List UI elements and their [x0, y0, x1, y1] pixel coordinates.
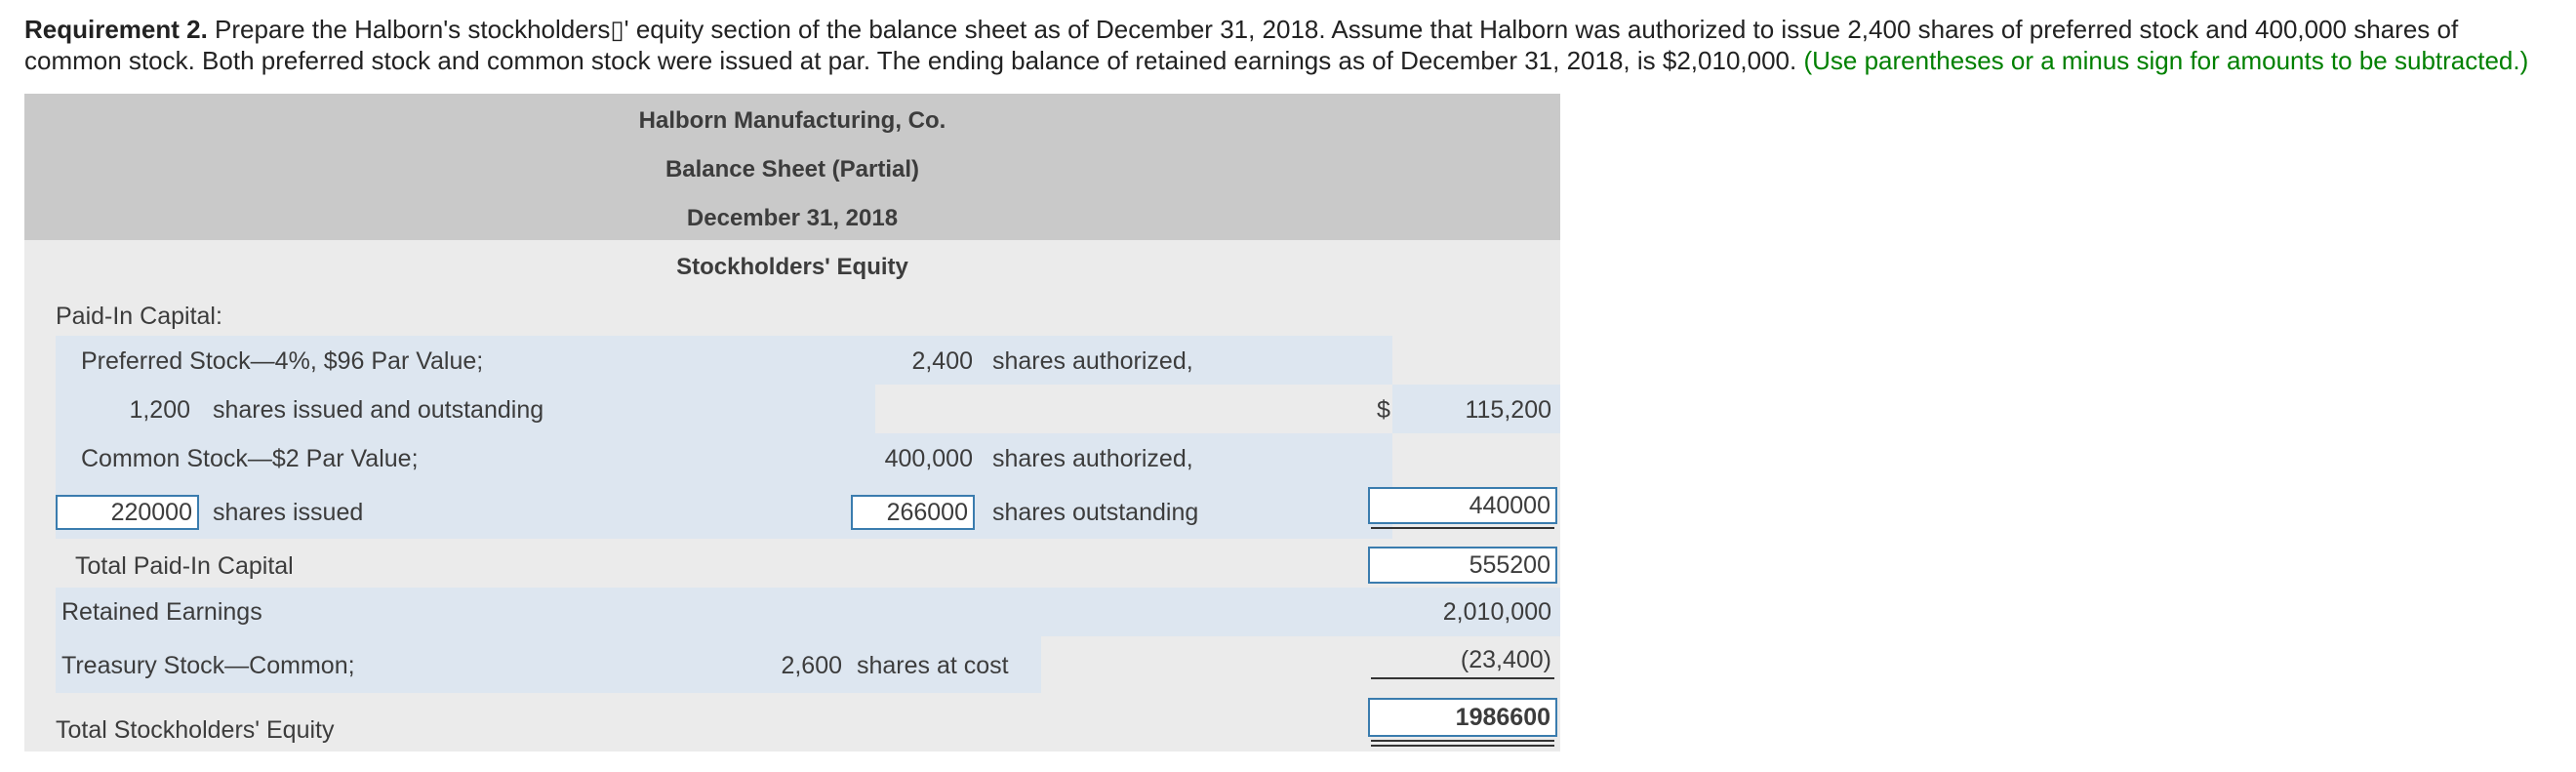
preferred-issued-value: 1,200	[129, 396, 190, 424]
common-amount-input[interactable]	[1368, 487, 1557, 524]
total-equity-input[interactable]	[1368, 698, 1557, 737]
retained-amount: 2,010,000	[1442, 598, 1551, 626]
retained-label: Retained Earnings	[61, 598, 262, 626]
preferred-label: Preferred Stock—4%, $96 Par Value;	[81, 347, 484, 375]
treasury-amount: (23,400)	[1460, 646, 1551, 673]
common-label: Common Stock—$2 Par Value;	[81, 445, 419, 472]
section-title: Stockholders' Equity	[676, 254, 908, 280]
report-title: Balance Sheet (Partial)	[664, 156, 920, 183]
common-issued-label: shares issued	[213, 499, 364, 526]
retained-row	[56, 588, 1560, 636]
statement-header	[24, 94, 1560, 240]
common-shares-issued-input[interactable]	[56, 495, 199, 530]
requirement-heading: Requirement 2.	[24, 15, 208, 44]
preferred-issued-label: shares issued and outstanding	[213, 396, 544, 424]
balance-sheet-table	[24, 94, 1560, 752]
total-equity-label: Total Stockholders' Equity	[56, 716, 335, 744]
paid-in-capital-label: Paid-In Capital:	[56, 303, 222, 330]
preferred-authorized-label: shares authorized,	[992, 347, 1193, 375]
subtotal-underline	[1371, 527, 1554, 529]
common-shares-outstanding-input[interactable]	[851, 495, 975, 530]
treasury-underline	[1371, 677, 1554, 679]
common-authorized-label: shares authorized,	[992, 445, 1193, 472]
requirement-text: Prepare the Halborn's stockholders▯' equity section of the balance sheet as of December 31, 2018. Assume that Halborn was authorized to issue 2,400 shares of preferred stock and 400,000 shares of common stock. Both preferred stock and common stock were issued at par. The ending balance of retained earnings as of December 31, 2018, is $2,010,000.	[24, 15, 2459, 75]
treasury-shares-label: shares at cost	[857, 652, 1009, 679]
currency-symbol: $	[1377, 396, 1390, 424]
requirement-hint: (Use parentheses or a minus sign for amounts to be subtracted.)	[1796, 46, 2529, 75]
total-paid-in-input[interactable]	[1368, 547, 1557, 584]
common-authorized-value: 400,000	[884, 445, 973, 472]
treasury-label: Treasury Stock—Common;	[61, 652, 355, 679]
treasury-shares-value: 2,600	[781, 652, 842, 679]
preferred-authorized-value: 2,400	[911, 347, 973, 375]
company-name: Halborn Manufacturing, Co.	[638, 107, 946, 134]
common-outstanding-label: shares outstanding	[992, 499, 1199, 526]
double-underline-top	[1371, 740, 1554, 742]
total-paid-in-label: Total Paid-In Capital	[75, 552, 294, 580]
question-prompt	[24, 14, 2561, 76]
preferred-amount: 115,200	[1465, 396, 1551, 424]
double-underline-bottom	[1371, 745, 1554, 747]
report-date: December 31, 2018	[686, 205, 899, 231]
